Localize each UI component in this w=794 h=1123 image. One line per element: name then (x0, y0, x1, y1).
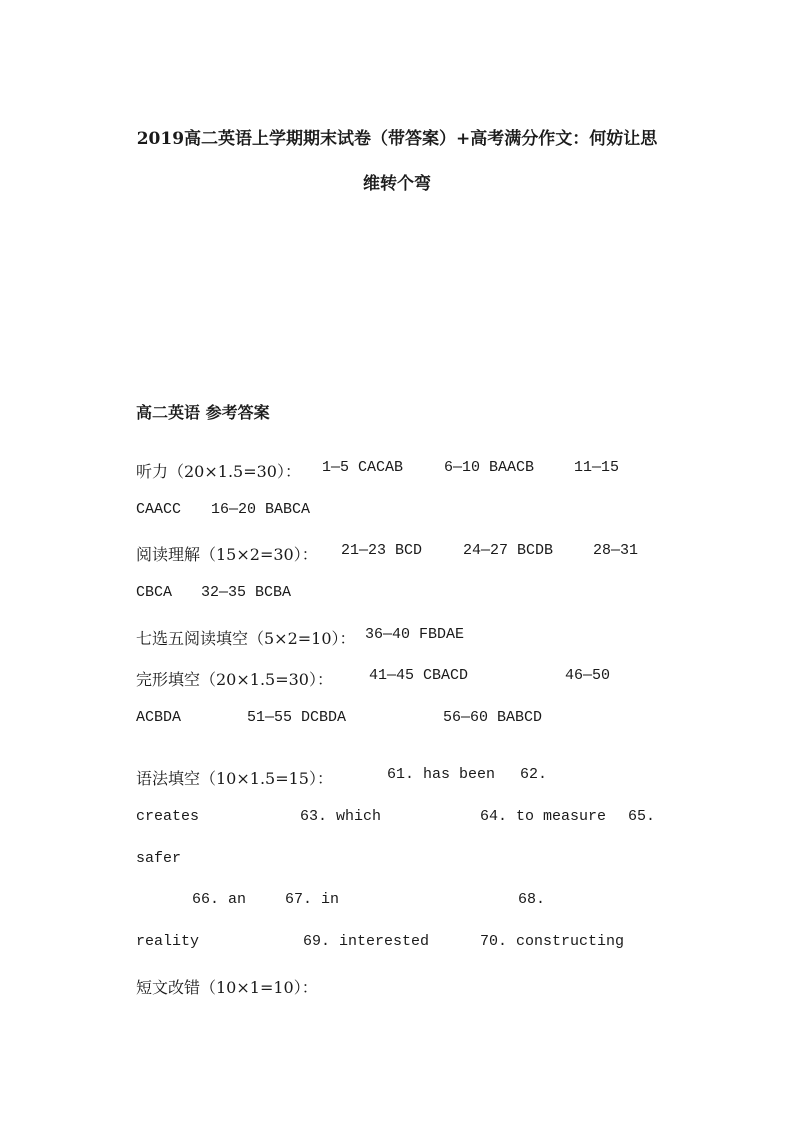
grammar-item-62-answer: creates (136, 808, 200, 825)
grammar-line-4 (136, 891, 794, 915)
seven-choose-five-answer-36-40: 36—40 FBDAE (365, 626, 465, 643)
seven-choose-five-label: 七选五阅读填空（5×2=10）： (136, 629, 356, 648)
document-title-line-2: 维转个弯 (363, 174, 431, 194)
seven-choose-five-line (136, 626, 794, 650)
reading-label: 阅读理解（15×2=30）： (136, 545, 318, 564)
document-title-line-1: 2019高二英语上学期期末试卷（带答案）+高考满分作文：何妨让思 (136, 129, 658, 149)
listening-answer-6-10: 6—10 BAACB (444, 459, 535, 476)
correction-label: 短文改错（10×1=10）： (136, 978, 318, 997)
cloze-answer-46-50-range: 46—50 (565, 667, 611, 684)
grammar-item-68-answer: reality (136, 933, 200, 950)
reading-answer-28-31-range: 28—31 (593, 542, 639, 559)
grammar-line-1 (136, 766, 794, 790)
grammar-item-61: 61. has been (387, 766, 496, 783)
listening-line-2 (136, 501, 794, 525)
reading-answer-28-31: CBCA (136, 584, 173, 601)
listening-answer-11-15-range: 11—15 (574, 459, 620, 476)
grammar-item-67: 67. in (285, 891, 340, 908)
reading-line-2 (136, 584, 794, 608)
grammar-item-69: 69. interested (303, 933, 430, 950)
correction-line (136, 975, 794, 999)
reading-answer-24-27: 24—27 BCDB (463, 542, 554, 559)
reading-answer-32-35: 32—35 BCBA (201, 584, 292, 601)
grammar-item-68-number: 68. (518, 891, 546, 908)
answer-key-heading: 高二英语 参考答案 (136, 403, 270, 422)
grammar-item-65-answer: safer (136, 850, 182, 867)
grammar-line-2 (136, 808, 794, 832)
grammar-item-66: 66. an (192, 891, 247, 908)
listening-answer-1-5: 1—5 CACAB (322, 459, 404, 476)
grammar-item-64: 64. to measure (480, 808, 607, 825)
listening-line-1 (136, 459, 794, 483)
grammar-label: 语法填空（10×1.5=15）： (136, 769, 333, 788)
cloze-answer-41-45: 41—45 CBACD (369, 667, 469, 684)
cloze-line-1 (136, 667, 794, 691)
grammar-line-5 (136, 933, 794, 957)
cloze-answer-56-60: 56—60 BABCD (443, 709, 543, 726)
cloze-line-2 (136, 709, 794, 733)
listening-answer-11-15: CAACC (136, 501, 182, 518)
grammar-item-63: 63. which (300, 808, 382, 825)
grammar-item-65-number: 65. (628, 808, 656, 825)
cloze-label: 完形填空（20×1.5=30）： (136, 670, 333, 689)
grammar-item-62-number: 62. (520, 766, 548, 783)
grammar-line-3 (136, 850, 794, 874)
cloze-answer-51-55: 51—55 DCBDA (247, 709, 347, 726)
listening-answer-16-20: 16—20 BABCA (211, 501, 311, 518)
grammar-item-70: 70. constructing (480, 933, 625, 950)
listening-label: 听力（20×1.5=30）： (136, 462, 301, 481)
reading-line-1 (136, 542, 794, 566)
cloze-answer-46-50: ACBDA (136, 709, 182, 726)
reading-answer-21-23: 21—23 BCD (341, 542, 423, 559)
